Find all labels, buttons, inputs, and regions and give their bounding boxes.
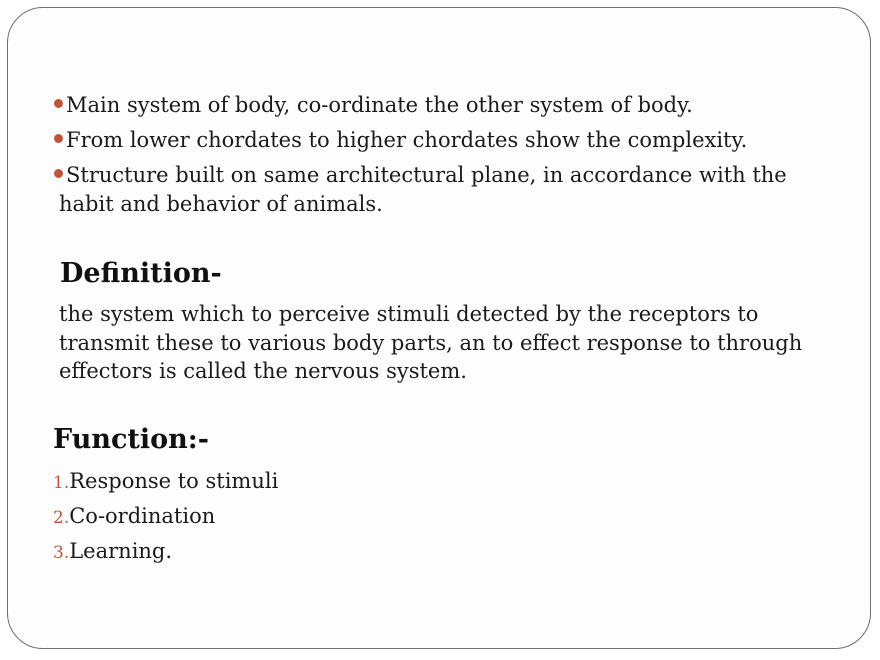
list-number: 3. bbox=[53, 543, 70, 563]
list-number: 1. bbox=[53, 473, 70, 493]
list-text: Response to stimuli bbox=[69, 469, 279, 493]
bullet-dot-icon bbox=[54, 134, 63, 143]
bullet-dot-icon bbox=[54, 99, 63, 108]
list-text: Learning. bbox=[69, 539, 173, 563]
bullet-text: Structure built on same architectural plane, in accordance with the bbox=[66, 163, 787, 187]
function-heading: Function:- bbox=[53, 424, 209, 455]
bullet-dot-icon bbox=[54, 169, 63, 178]
bullet-item bbox=[54, 126, 747, 154]
list-text: Co-ordination bbox=[69, 504, 216, 528]
bullet-item bbox=[54, 91, 693, 119]
definition-line: transmit these to various body parts, an to effect response to through bbox=[59, 331, 803, 355]
list-item bbox=[53, 467, 278, 497]
definition-line: effectors is called the nervous system. bbox=[59, 359, 467, 383]
bullet-item bbox=[54, 161, 787, 189]
definition-heading: Definition- bbox=[60, 258, 222, 289]
bullet-continuation: habit and behavior of animals. bbox=[59, 192, 383, 216]
list-item bbox=[53, 537, 172, 567]
list-number: 2. bbox=[53, 508, 70, 528]
bullet-text: Main system of body, co-ordinate the other system of body. bbox=[66, 93, 693, 117]
list-item bbox=[53, 502, 215, 532]
bullet-text: From lower chordates to higher chordates show the complexity. bbox=[66, 128, 748, 152]
definition-line: the system which to perceive stimuli detected by the receptors to bbox=[59, 302, 759, 326]
